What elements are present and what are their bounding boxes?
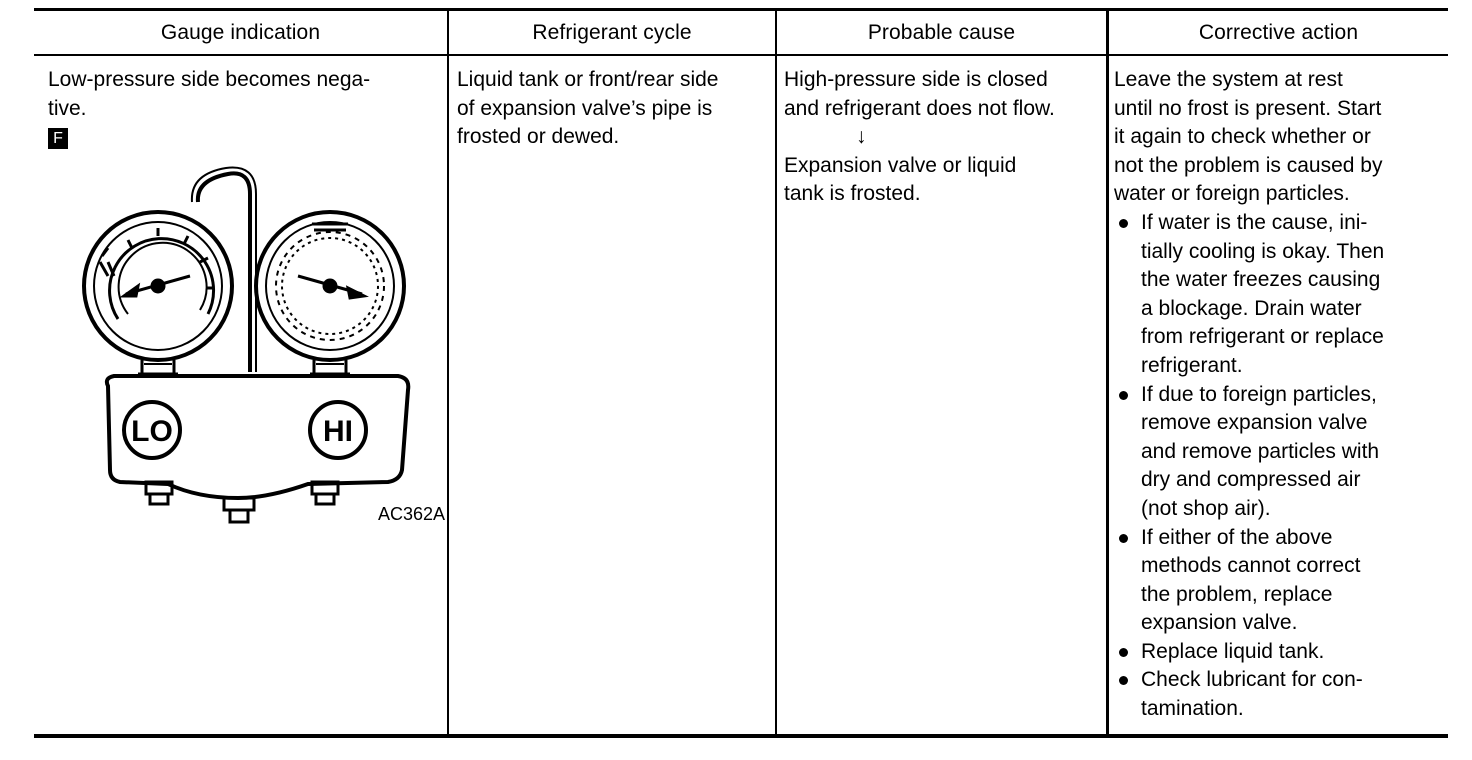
header-refrigerant-cycle: Refrigerant cycle xyxy=(532,20,692,44)
list-item xyxy=(1114,666,1444,723)
list-item-line: (not shop air). xyxy=(1141,496,1271,520)
header-corrective-action: Corrective action xyxy=(1198,20,1359,44)
corrective-action-list xyxy=(1114,209,1444,724)
list-item xyxy=(1114,381,1444,524)
list-item xyxy=(1114,524,1444,638)
list-item-line: If either of the above xyxy=(1141,525,1333,549)
table-bottom-rule xyxy=(34,734,1448,738)
corrective-action-line: until no frost is present. Start xyxy=(1114,96,1382,120)
manifold-gauge-drawing xyxy=(48,164,448,534)
probable-cause-cell xyxy=(784,66,1104,209)
figure-code: AC362A xyxy=(378,504,446,524)
list-item-line: refrigerant. xyxy=(1141,353,1243,377)
corrective-action-line: not the problem is caused by xyxy=(1114,153,1383,177)
list-item-line: remove expansion valve xyxy=(1141,411,1368,435)
list-item-line: tamination. xyxy=(1141,697,1244,721)
corrective-action-cell xyxy=(1114,66,1444,724)
corrective-action-line: Leave the system at rest xyxy=(1114,68,1343,91)
list-item-line: and remove particles with xyxy=(1141,439,1380,463)
bullet-icon xyxy=(1119,648,1128,657)
bullet-icon xyxy=(1119,391,1128,400)
corrective-action-line: water or foreign particles. xyxy=(1114,182,1350,206)
list-item-line: methods cannot correct xyxy=(1141,554,1361,578)
gauge-indication-cell xyxy=(48,66,440,152)
down-arrow-icon: ↓ xyxy=(856,125,867,149)
list-item-line: tially cooling is okay. Then xyxy=(1141,239,1385,263)
probable-cause-line: Expansion valve or liquid xyxy=(784,153,1017,177)
gauge-indication-line: tive. xyxy=(48,96,87,120)
list-item-line: If water is the cause, ini- xyxy=(1141,210,1368,234)
list-item-line: Check lubricant for con- xyxy=(1141,668,1363,692)
list-item-line: dry and compressed air xyxy=(1141,468,1361,492)
list-item-line: expansion valve. xyxy=(1141,611,1298,635)
corrective-action-line: it again to check whether or xyxy=(1114,125,1371,149)
list-item xyxy=(1114,209,1444,381)
bullet-icon xyxy=(1119,676,1128,685)
troubleshooting-table xyxy=(34,8,1448,738)
list-item-line: the problem, replace xyxy=(1141,582,1333,606)
list-item-line: If due to foreign particles, xyxy=(1141,382,1377,406)
probable-cause-line: and refrigerant does not flow. xyxy=(784,96,1055,120)
list-item-line: from refrigerant or replace xyxy=(1141,325,1384,349)
list-item-line: a blockage. Drain water xyxy=(1141,296,1362,320)
header-probable-cause: Probable cause xyxy=(867,20,1016,44)
manifold-gauge-icon xyxy=(48,164,448,534)
bullet-icon xyxy=(1119,219,1128,228)
refrigerant-cycle-line: of expansion valve’s pipe is xyxy=(457,96,713,120)
column-divider xyxy=(1106,8,1109,736)
column-divider xyxy=(775,8,777,736)
f-badge: F xyxy=(48,128,68,149)
refrigerant-cycle-line: Liquid tank or front/rear side xyxy=(457,68,719,91)
probable-cause-line: tank is frosted. xyxy=(784,182,921,206)
table-header-rule xyxy=(34,54,1448,56)
probable-cause-line: High-pressure side is closed xyxy=(784,68,1048,91)
list-item-line: the water freezes causing xyxy=(1141,268,1381,292)
list-item-line: Replace liquid tank. xyxy=(1141,639,1325,663)
bullet-icon xyxy=(1119,534,1128,543)
hi-label: HI xyxy=(323,415,353,448)
lo-label: LO xyxy=(131,415,173,448)
refrigerant-cycle-line: frosted or dewed. xyxy=(457,125,620,149)
gauge-indication-line: Low-pressure side becomes nega- xyxy=(48,68,371,91)
list-item xyxy=(1114,638,1444,667)
header-gauge-indication: Gauge indication xyxy=(160,20,321,44)
refrigerant-cycle-cell xyxy=(457,66,772,152)
